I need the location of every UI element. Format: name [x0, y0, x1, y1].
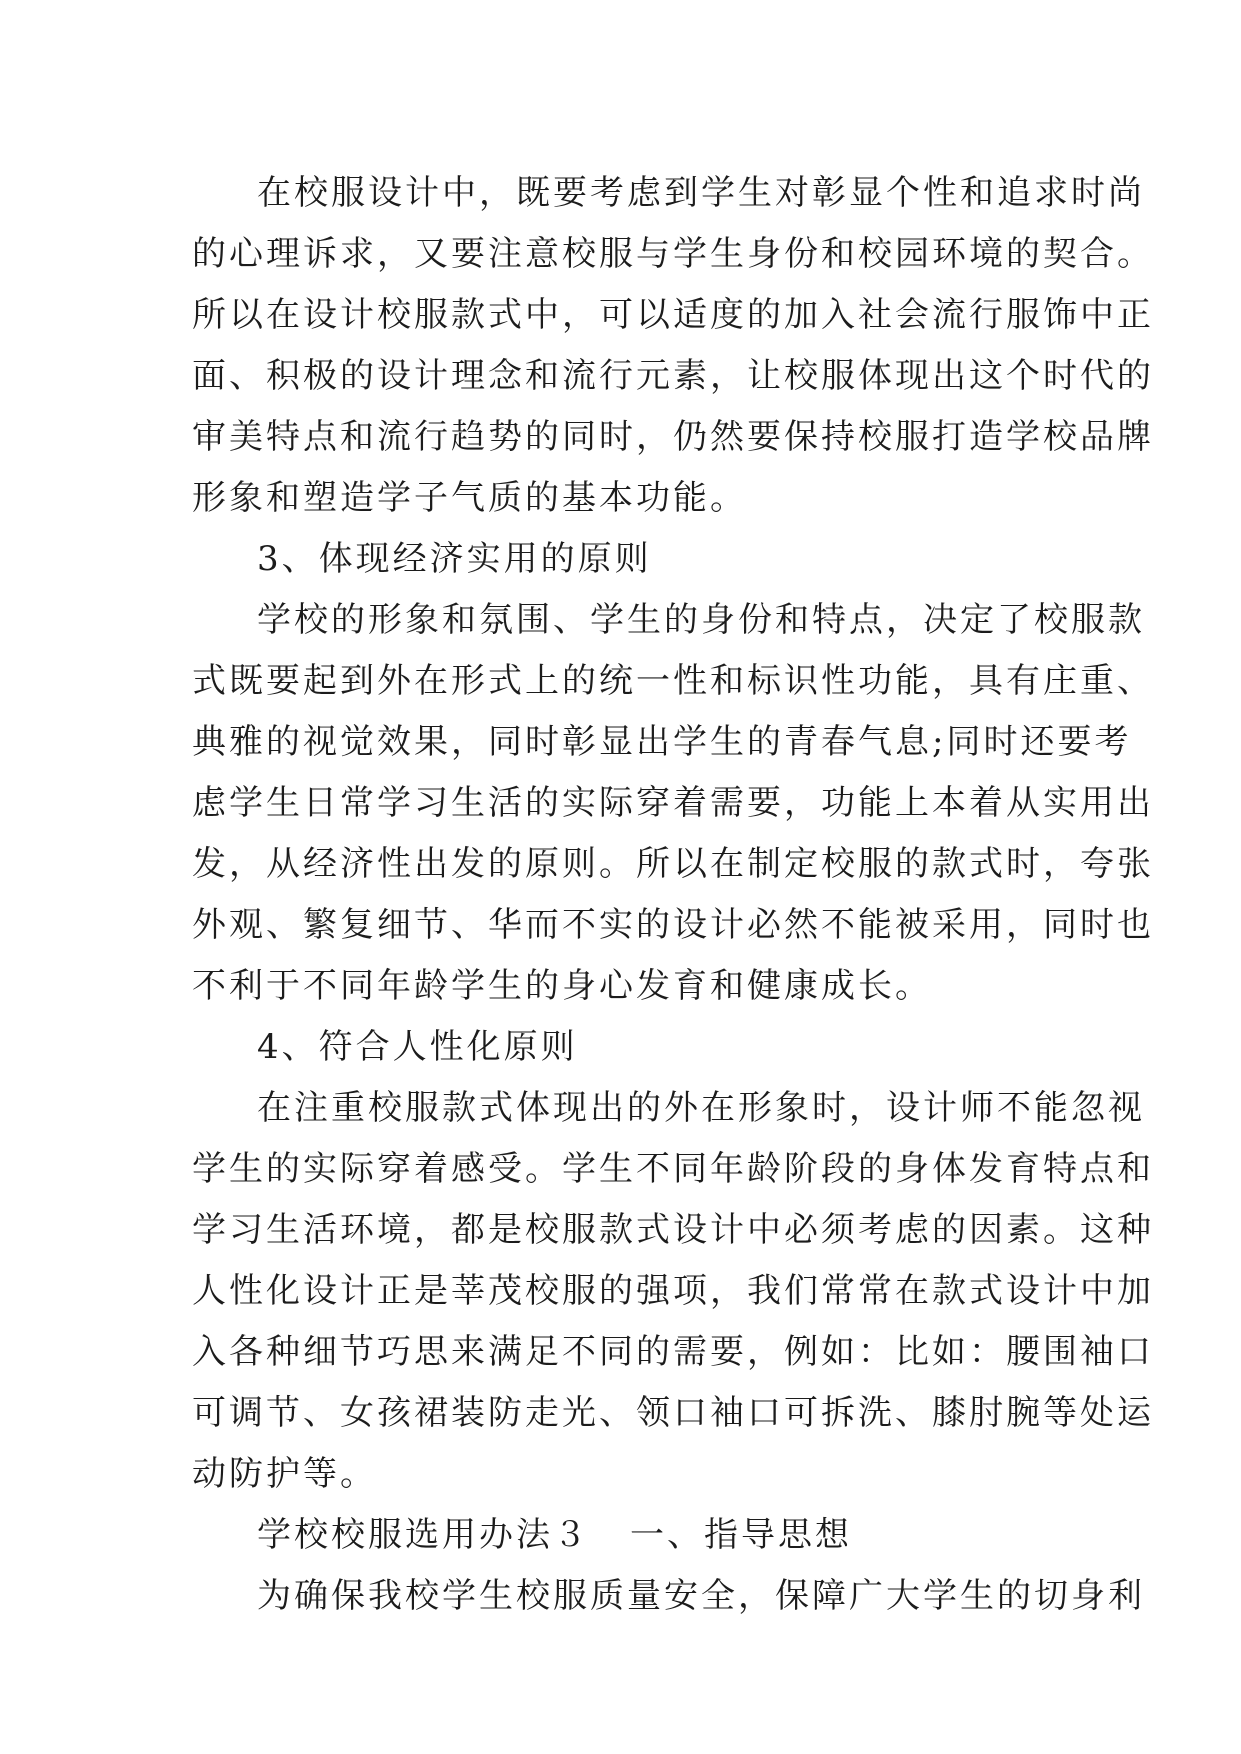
paragraph-line: 动防护等。: [192, 1454, 377, 1494]
paragraph-line: 人性化设计正是莘茂校服的强项，我们常常在款式设计中加: [192, 1271, 1154, 1311]
paragraph-line: 所以在设计校服款式中，可以适度的加入社会流行服饰中正: [192, 295, 1154, 335]
paragraph-line: 不利于不同年龄学生的身心发育和健康成长。: [192, 966, 932, 1006]
paragraph-line: 学校的形象和氛围、学生的身份和特点，决定了校服款: [257, 600, 1145, 640]
paragraph-line: 为确保我校学生校服质量安全，保障广大学生的切身利: [257, 1576, 1145, 1616]
section-heading: 4、符合人性化原则: [257, 1027, 578, 1067]
paragraph-line: 典雅的视觉效果，同时彰显出学生的青春气息;同时还要考: [192, 722, 1132, 762]
paragraph-line: 外观、繁复细节、华而不实的设计必然不能被采用，同时也: [192, 905, 1154, 945]
section-heading: 3、体现经济实用的原则: [257, 539, 652, 579]
paragraph-line: 在注重校服款式体现出的外在形象时，设计师不能忽视: [257, 1088, 1145, 1128]
paragraph-line: 学生的实际穿着感受。学生不同年龄阶段的身体发育特点和: [192, 1149, 1154, 1189]
paragraph-line: 入各种细节巧思来满足不同的需要，例如：比如：腰围袖口: [192, 1332, 1154, 1372]
section-heading: 一、指导思想: [630, 1515, 852, 1555]
paragraph-line: 发，从经济性出发的原则。所以在制定校服的款式时，夸张: [192, 844, 1154, 884]
paragraph-line: 形象和塑造学子气质的基本功能。: [192, 478, 747, 518]
paragraph-line: 学习生活环境，都是校服款式设计中必须考虑的因素。这种: [192, 1210, 1154, 1250]
paragraph-line: 式既要起到外在形式上的统一性和标识性功能，具有庄重、: [192, 661, 1154, 701]
document-title: 学校校服选用办法３: [257, 1515, 590, 1555]
paragraph-line: 在校服设计中，既要考虑到学生对彰显个性和追求时尚: [257, 173, 1145, 213]
paragraph-line: 虑学生日常学习生活的实际穿着需要，功能上本着从实用出: [192, 783, 1154, 823]
paragraph-line: 的心理诉求，又要注意校服与学生身份和校园环境的契合。: [192, 234, 1154, 274]
paragraph-line: 可调节、女孩裙装防走光、领口袖口可拆洗、膝肘腕等处运: [192, 1393, 1154, 1433]
document-title-line: [192, 1505, 1072, 1566]
paragraph-line: 面、积极的设计理念和流行元素，让校服体现出这个时代的: [192, 356, 1154, 396]
paragraph-line: 审美特点和流行趋势的同时，仍然要保持校服打造学校品牌: [192, 417, 1154, 457]
body-text: [192, 163, 1154, 1627]
